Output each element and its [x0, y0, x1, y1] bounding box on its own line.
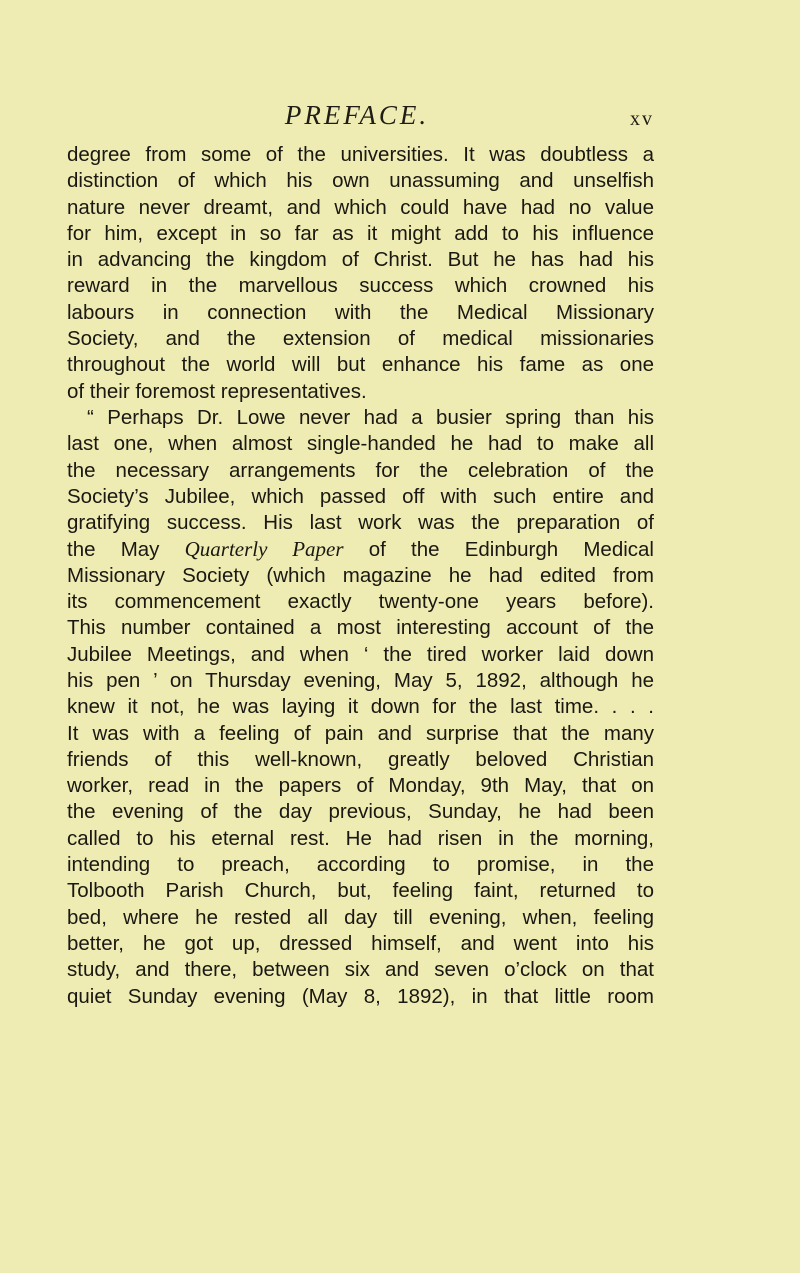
text-line: friends of this well-known, greatly beloved Christian [67, 747, 654, 771]
page-number: xv [630, 108, 654, 130]
text-line: worker, read in the papers of Monday, 9th May, that on [67, 774, 654, 798]
text-line: Tolbooth Parish Church, but, feeling faint, returned to [67, 879, 654, 903]
text-line: gratifying success. His last work was the preparation of [67, 511, 654, 535]
text-line: nature never dreamt, and which could have had no value [67, 195, 654, 219]
text-line: Jubilee Meetings, and when ‘ the tired worker laid down [67, 642, 654, 666]
text-line: This number contained a most interesting account of the [67, 616, 654, 640]
publication-title: Quarterly Paper [184, 537, 344, 562]
body-text [67, 142, 654, 1010]
text-line: better, he got up, dressed himself, and went into his [67, 931, 654, 955]
text-line: study, and there, between six and seven o’clock on that [67, 958, 654, 982]
text-line: for him, except in so far as it might add to his influence [67, 221, 654, 245]
text-line-with-title [67, 536, 654, 562]
text-line: knew it not, he was laying it down for the last time. . . . [67, 695, 654, 719]
text-line: quiet Sunday evening (May 8, 1892), in that little room [67, 984, 654, 1008]
text-line: his pen ’ on Thursday evening, May 5, 1892, although he [67, 668, 654, 692]
paragraph-end-line: of their foremost representatives. [67, 379, 367, 403]
text-line: the necessary arrangements for the celebration of the [67, 458, 654, 482]
text-line: intending to preach, according to promise, in the [67, 853, 654, 877]
text-line: the evening of the day previous, Sunday, he had been [67, 800, 654, 824]
line-text-before: the May [67, 538, 185, 562]
text-line: distinction of which his own unassuming and unselfish [67, 169, 654, 193]
text-line: Society’s Jubilee, which passed off with such entire and [67, 484, 654, 508]
text-line: its commencement exactly twenty-one years before). [67, 590, 654, 614]
paragraph-start-line: “ Perhaps Dr. Lowe never had a busier spring than his [87, 405, 654, 429]
text-line: Missionary Society (which magazine he had edited from [67, 563, 654, 587]
running-title: PREFACE. [284, 100, 430, 130]
running-head [60, 100, 654, 140]
text-line: degree from some of the universities. It was doubtless a [67, 143, 654, 166]
text-line: called to his eternal rest. He had risen in the morning, [67, 826, 654, 850]
text-line: last one, when almost single-handed he had to make all [67, 432, 654, 456]
text-line: labours in connection with the Medical Missionary [67, 300, 654, 324]
text-line: It was with a feeling of pain and surprise that the many [67, 721, 654, 745]
text-line: bed, where he rested all day till evening, when, feeling [67, 905, 654, 929]
line-text-after: of the Edinburgh Medical [343, 538, 654, 562]
text-line: in advancing the kingdom of Christ. But he has had his [67, 248, 654, 272]
text-line: reward in the marvellous success which crowned his [67, 274, 654, 298]
text-line: throughout the world will but enhance his fame as one [67, 353, 654, 377]
text-line: Society, and the extension of medical missionaries [67, 327, 654, 351]
